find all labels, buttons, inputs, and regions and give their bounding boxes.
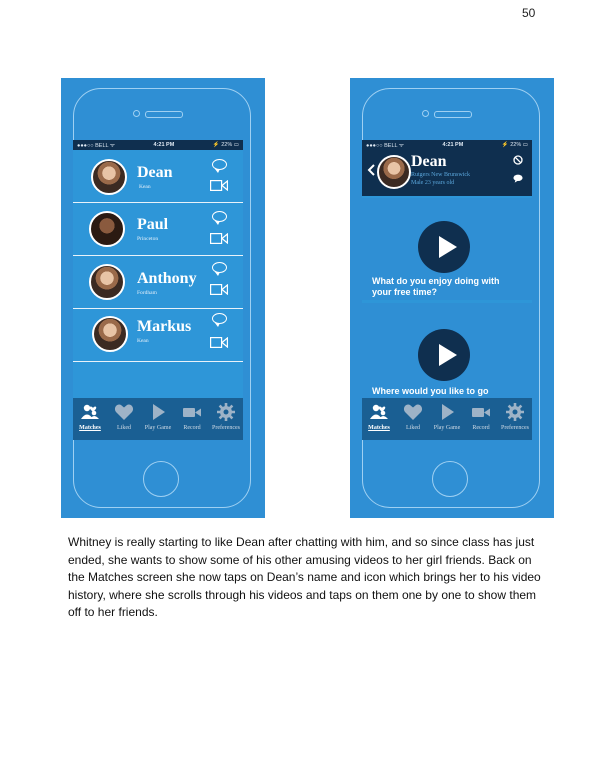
profile-school: Rutgers New Brunswick — [411, 172, 470, 178]
status-time: 4:21 PM — [442, 142, 464, 148]
tab-label: Play Game — [144, 425, 172, 431]
tab-label: Record — [183, 425, 201, 431]
status-bar — [362, 140, 532, 150]
carrier-label: ●●●○○ BELL ᯤ — [366, 143, 404, 149]
speaker-grille — [145, 111, 183, 118]
tab-label: Preferences — [501, 425, 529, 431]
camera-icon — [133, 110, 140, 117]
camera-icon — [422, 110, 429, 117]
tab-label: Play Game — [433, 425, 461, 431]
phone-mockup-profile — [350, 78, 554, 518]
video-camera-icon[interactable] — [210, 337, 228, 348]
profile-avatar[interactable] — [377, 155, 411, 189]
video-card[interactable] — [362, 303, 532, 405]
tab-play-game[interactable] — [431, 398, 463, 440]
match-name[interactable]: Markus — [137, 318, 192, 335]
tab-label: Preferences — [212, 425, 240, 431]
chat-bubble-icon[interactable] — [513, 174, 523, 183]
caption-paragraph: Whitney is really starting to like Dean after chatting with him, and so since class has just ended, she wants to show some of his other amusing videos to her girl friends. Back on the Matches screen she now taps on Dean’s name and icon which brings her to his video history, where she scrolls through his videos and taps on them one by one to show them off to her friends. — [68, 535, 541, 619]
battery-label: ⚡ 22% ▭ — [501, 142, 528, 148]
video-card[interactable] — [362, 198, 532, 300]
tab-matches[interactable] — [74, 398, 106, 440]
chat-bubble-icon[interactable] — [212, 159, 227, 170]
speaker-grille — [434, 111, 472, 118]
match-school: Fordham — [137, 290, 157, 296]
tab-liked[interactable] — [397, 398, 429, 440]
match-name[interactable]: Dean — [137, 164, 173, 181]
matches-icon — [80, 402, 100, 422]
video-camera-icon[interactable] — [210, 233, 228, 244]
tab-label: Matches — [368, 425, 390, 431]
tab-play-game[interactable] — [142, 398, 174, 440]
video-camera-icon[interactable] — [210, 284, 228, 295]
play-button[interactable] — [418, 221, 470, 273]
tab-matches[interactable] — [363, 398, 395, 440]
tab-bar — [73, 398, 243, 440]
gear-icon — [505, 402, 525, 422]
tab-preferences[interactable] — [499, 398, 531, 440]
match-row-anthony[interactable] — [73, 256, 243, 309]
video-camera-icon[interactable] — [210, 180, 228, 191]
video-question: What do you enjoy doing with your free time? — [372, 276, 500, 297]
back-chevron-icon[interactable] — [367, 164, 375, 176]
tab-bar — [362, 398, 532, 440]
play-icon — [148, 402, 168, 422]
profile-screen — [362, 140, 532, 440]
tab-label: Record — [472, 425, 490, 431]
avatar[interactable] — [89, 264, 125, 300]
profile-name: Dean — [411, 153, 447, 170]
tab-record[interactable] — [465, 398, 497, 440]
gear-icon — [216, 402, 236, 422]
match-school: Princeton — [137, 236, 159, 242]
tab-label: Matches — [79, 425, 101, 431]
avatar[interactable] — [92, 316, 128, 352]
status-bar — [73, 140, 243, 150]
matches-icon — [369, 402, 389, 422]
carrier-label: ●●●○○ BELL ᯤ — [77, 143, 115, 149]
match-name[interactable]: Paul — [137, 216, 169, 233]
battery-label: ⚡ 22% ▭ — [212, 142, 239, 148]
video-question: Where would you like to go — [372, 386, 489, 396]
play-button[interactable] — [418, 329, 470, 381]
avatar[interactable] — [89, 211, 125, 247]
tab-label: Liked — [117, 425, 131, 431]
chat-bubble-icon[interactable] — [212, 211, 227, 222]
tab-liked[interactable] — [108, 398, 140, 440]
heart-icon — [114, 402, 134, 422]
phone-mockup-matches — [61, 78, 265, 518]
video-camera-icon — [471, 402, 491, 422]
profile-details: Male 23 years old — [411, 180, 455, 186]
match-school: Kean — [139, 184, 151, 190]
tab-label: Liked — [406, 425, 420, 431]
home-button[interactable] — [432, 461, 468, 497]
chat-bubble-icon[interactable] — [212, 313, 227, 324]
video-camera-icon — [182, 402, 202, 422]
tab-preferences[interactable] — [210, 398, 242, 440]
match-row-markus[interactable] — [73, 309, 243, 362]
match-name[interactable]: Anthony — [137, 270, 197, 287]
profile-header — [362, 150, 532, 196]
matches-screen — [73, 140, 243, 440]
heart-icon — [403, 402, 423, 422]
match-row-dean[interactable] — [73, 150, 243, 203]
home-button[interactable] — [143, 461, 179, 497]
avatar[interactable] — [91, 159, 127, 195]
match-school: Kean — [137, 338, 149, 344]
block-icon[interactable] — [513, 155, 523, 165]
play-icon — [437, 402, 457, 422]
match-row-paul[interactable] — [73, 203, 243, 256]
page-number: 50 — [522, 6, 536, 20]
tab-record[interactable] — [176, 398, 208, 440]
chat-bubble-icon[interactable] — [212, 262, 227, 273]
status-time: 4:21 PM — [153, 142, 175, 148]
